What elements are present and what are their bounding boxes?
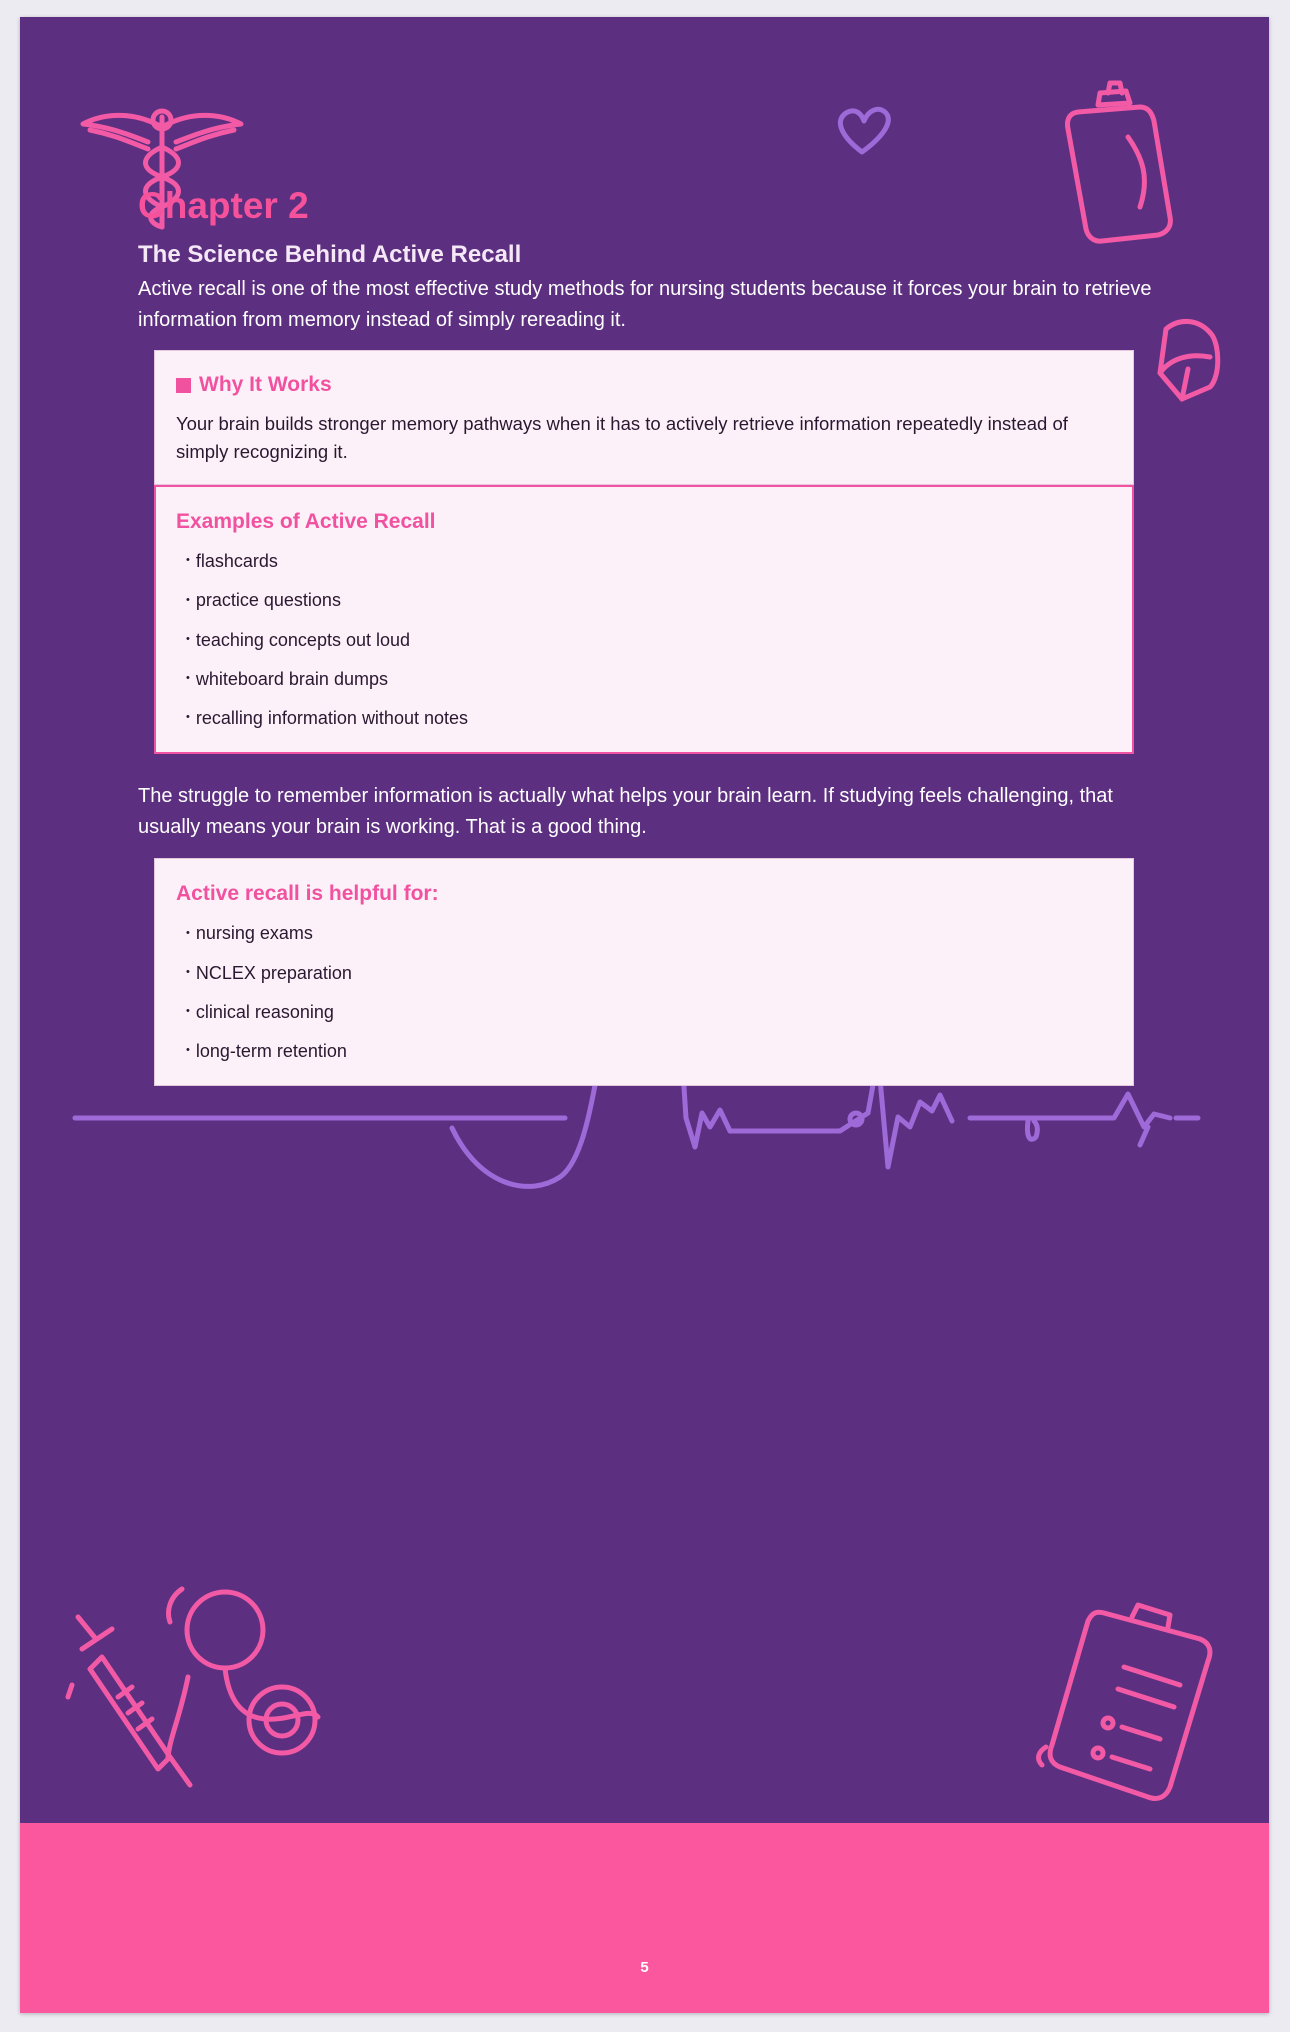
- list-item: [176, 660, 1110, 699]
- page-number: 5: [640, 1959, 649, 1976]
- chapter-content: [138, 167, 1152, 1086]
- list-item-text: teaching concepts out loud: [195, 629, 411, 650]
- list-item: [176, 993, 1111, 1032]
- square-bullet-icon: [176, 378, 191, 393]
- heart-box-icon: [1160, 321, 1218, 399]
- bullet-icon: •: [186, 1005, 190, 1017]
- list-item-text: NCLEX preparation: [195, 962, 352, 983]
- list-item-text: practice questions: [195, 590, 341, 611]
- examples-title: Examples of Active Recall: [176, 510, 436, 533]
- page: [20, 17, 1269, 2013]
- list-item: [176, 621, 1110, 660]
- bullet-icon: •: [186, 672, 190, 684]
- list-item: [176, 542, 1110, 581]
- list-item-text: flashcards: [195, 551, 278, 571]
- examples-list: [176, 542, 1110, 738]
- heart-icon: [840, 109, 888, 152]
- bullet-icon: •: [186, 926, 190, 939]
- bullet-icon: •: [186, 965, 190, 978]
- footer-band: [20, 1823, 1269, 2013]
- why-it-works-heading: [176, 371, 1111, 399]
- bullet-icon: •: [186, 1044, 190, 1057]
- list-item-text: long-term retention: [195, 1041, 347, 1061]
- struggle-paragraph: The struggle to remember information is actually what helps your brain learn. If studying feels challenging, that usually means your brain is working. That is a good thing.: [138, 785, 1113, 839]
- bullet-icon: •: [186, 711, 190, 724]
- bullet-icon: •: [186, 632, 190, 645]
- clipboard-list-icon: [1039, 1605, 1210, 1799]
- helpful-for-box: [154, 858, 1134, 1086]
- helpful-for-title: Active recall is helpful for:: [176, 882, 439, 906]
- list-item-text: whiteboard brain dumps: [195, 668, 388, 689]
- list-item: [176, 581, 1110, 620]
- bullet-icon: •: [186, 593, 190, 606]
- stethoscope-icon: [168, 1589, 318, 1757]
- intro-paragraph: Active recall is one of the most effective study methods for nursing students because it forces your brain to retrieve information from memory instead of simply rereading it.: [138, 278, 1152, 331]
- list-item: [176, 1032, 1111, 1071]
- section-title: The Science Behind Active Recall: [138, 241, 522, 268]
- helpful-for-list: [176, 914, 1111, 1071]
- syringe-icon: [68, 1617, 190, 1785]
- list-item: [176, 954, 1111, 993]
- list-item-text: recalling information without notes: [195, 708, 469, 728]
- why-it-works-title: Why It Works: [199, 373, 332, 396]
- list-item: [176, 914, 1111, 953]
- examples-box: [154, 485, 1134, 754]
- list-item: [176, 699, 1110, 738]
- why-it-works-text: Your brain builds stronger memory pathways when it has to actively retrieve information repeatedly instead of simply recognizing it.: [176, 413, 1068, 462]
- why-it-works-box: [154, 350, 1134, 485]
- list-item-text: clinical reasoning: [195, 1001, 334, 1022]
- bullet-icon: •: [186, 554, 190, 567]
- chapter-label: Chapter 2: [138, 185, 309, 226]
- list-item-text: nursing exams: [195, 923, 313, 944]
